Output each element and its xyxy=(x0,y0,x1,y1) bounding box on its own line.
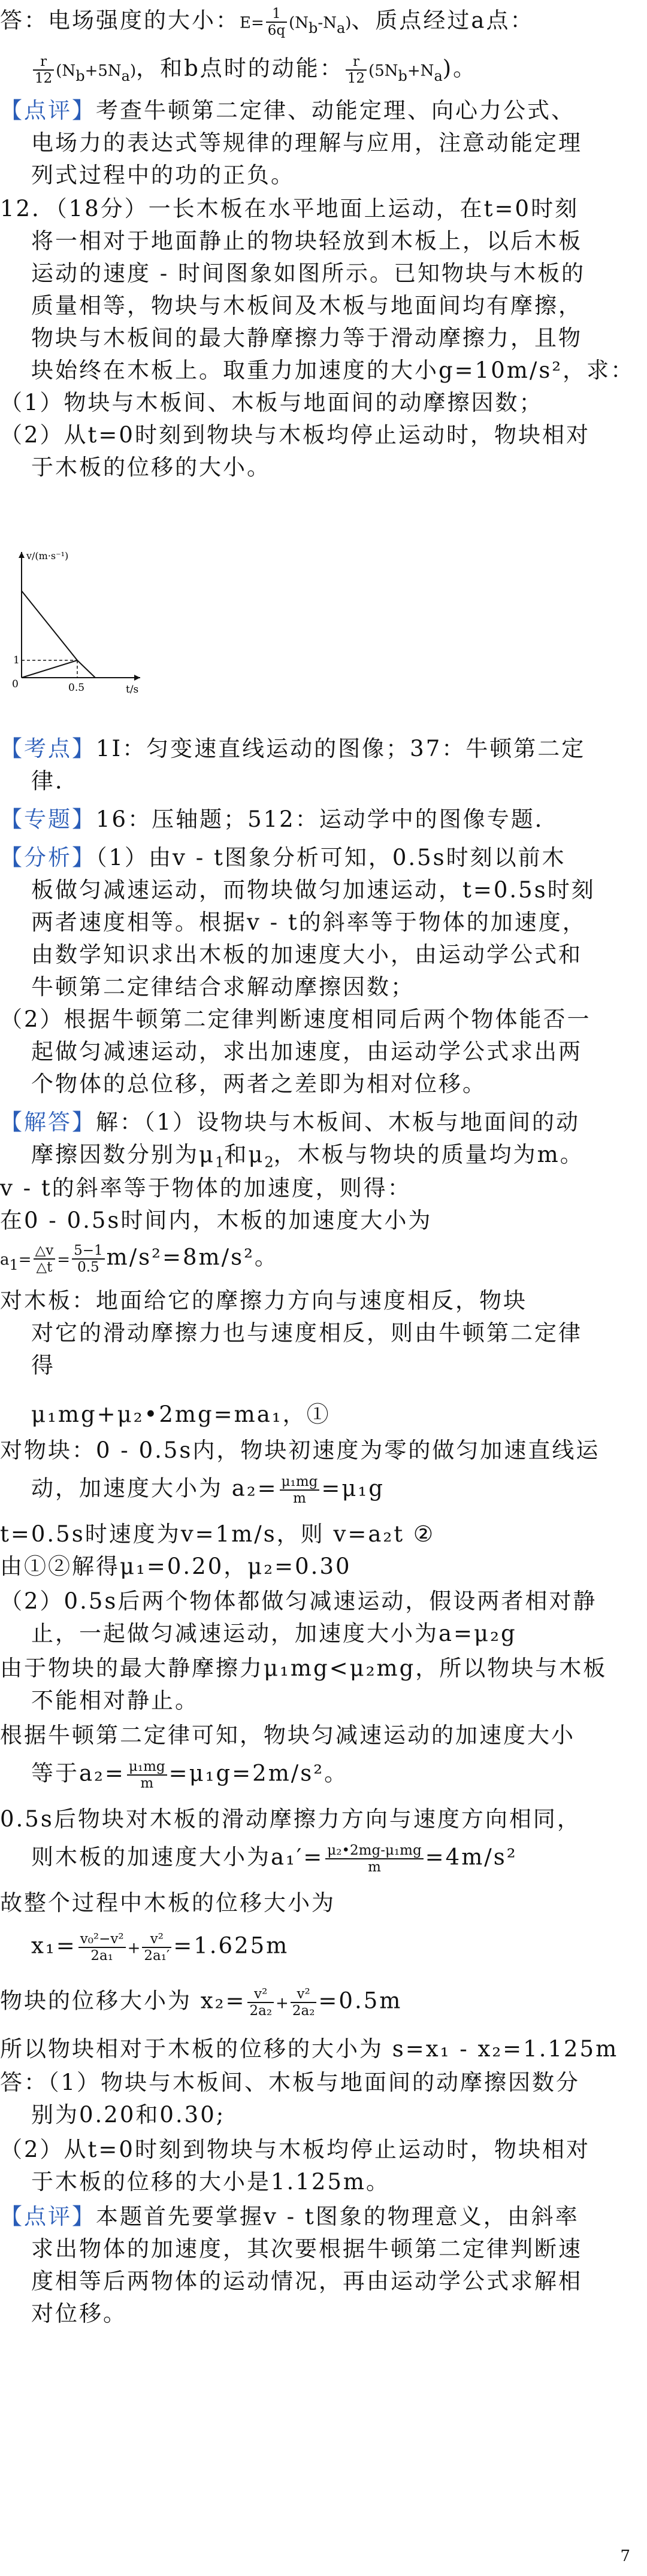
solution-equation-1: μ₁mg+μ₂•2mg=ma₁，① xyxy=(31,1401,331,1427)
page-number: 7 xyxy=(620,2547,630,2565)
analysis-line-6: （2）根据牛顿第二定律判断速度相同后两个物体能否一 xyxy=(0,1006,591,1032)
analysis-line-7: 起做匀减速运动，求出加速度，由运动学公式求出两 xyxy=(31,1039,582,1064)
solution-line-9: 对物块：0 - 0.5s内，物块初速度为零的做匀加速直线运 xyxy=(0,1437,600,1463)
solution-line-3: v - t的斜率等于物体的加速度，则得： xyxy=(0,1175,412,1201)
graph-y-label: v/(m·s⁻¹) xyxy=(26,550,69,562)
fraction-r-over-12: $\frac{r}{12}$ xyxy=(33,54,54,86)
key-point-line-2: 律． xyxy=(31,768,79,794)
review-line-3: 列式过程中的功的正负。 xyxy=(31,162,295,188)
key-point-tag: 【考点】 xyxy=(0,736,96,761)
solution-line-13: （2）0.5s后两个物体都做匀减速运动，假设两者相对静 xyxy=(0,1588,597,1614)
graph-block-line xyxy=(22,660,77,678)
review-tag: 【点评】 xyxy=(0,98,96,123)
problem-line-2: 将一相对于地面静止的物块轻放到木板上，以后木板 xyxy=(31,228,582,254)
solution-line-21: 故整个过程中木板的位移大小为 xyxy=(0,1890,335,1916)
fraction-x1-part1: $\frac{\text{v₀²−v²}}{\text{2a₁}}$ xyxy=(78,1931,126,1964)
problem-line-5: 物块与木板间的最大静摩擦力等于滑动摩擦力，且物 xyxy=(31,325,582,351)
analysis-line-3: 两者速度相等。根据v - t的斜率等于物体的加速度， xyxy=(31,909,586,935)
fraction-mu1mg-over-m-b: $\frac{\text{μ₁mg}}{m}$ xyxy=(127,1759,167,1791)
problem-question-2a: （2）从t=0时刻到物块与木板均停止运动时，物块相对 xyxy=(0,422,590,448)
solution-line-6: 对木板：地面给它的摩擦力方向与速度相反，物块 xyxy=(0,1288,527,1313)
solution-line-19: 0.5s后物块对木板的滑动摩擦力方向与速度方向相同， xyxy=(0,1806,581,1832)
problem-line-3: 运动的速度 - 时间图象如图所示。已知物块与木板的 xyxy=(31,260,586,286)
solution-line-23: 物块的位移大小为 x₂= $\frac{\text{v²}}{\text{2a₂}}$ + $\frac{\text{v²}}{\text{2a₂}}$ =0.5m xyxy=(0,1986,403,2019)
solution-line-16: 不能相对静止。 xyxy=(31,1688,199,1713)
problem-line-6: 块始终在木板上。取重力加速度的大小g=10m/s²，求： xyxy=(31,357,635,383)
solution-line-10: 动，加速度大小为 a₂= $\frac{\text{μ₁mg}}{m}$ =μ₁g xyxy=(31,1474,385,1506)
solution-line-14: 止，一起做匀减速运动，加速度大小为a=μ₂g xyxy=(31,1621,517,1646)
solution-line-2: 摩擦因数分别为$\mu_1$和$\mu_2$，木板与物块的质量均为m。 xyxy=(31,1142,584,1171)
fraction-5-1-over-05: $\frac{5-1}{0.5}$ xyxy=(72,1243,105,1275)
solution-line-8: 得 xyxy=(31,1352,55,1378)
graph-x-arrow xyxy=(134,675,140,681)
topic-tag: 【专题】 xyxy=(0,806,96,832)
final-answer-line-4: 于木板的位移的大小是1.125m。 xyxy=(31,2169,391,2195)
solution-line-20: 则木板的加速度大小为a₁′= $\frac{\text{μ₂•2mg-μ₁mg}}{m}$ =4m/s² xyxy=(31,1843,518,1875)
graph-y-arrow xyxy=(19,552,25,558)
problem-line-4: 质量相等，物块与木板间及木板与地面间均有摩擦， xyxy=(31,293,582,318)
solution-line-12: 由①②解得μ₁=0.20，μ₂=0.30 xyxy=(0,1554,352,1579)
final-answer-line-1: 答：（1）物块与木板间、木板与地面间的动摩擦因数分 xyxy=(0,2070,581,2095)
solution-line-15: 由于物块的最大静摩擦力μ₁mg<μ₂mg，所以物块与木板 xyxy=(0,1655,607,1681)
final-answer-line-2: 别为0.20和0.30; xyxy=(31,2102,226,2128)
fraction-r-over-12-b: $\frac{r}{12}$ xyxy=(346,54,367,86)
solution-line-7: 对它的滑动摩擦力也与速度相反，则由牛顿第二定律 xyxy=(31,1320,582,1346)
fraction-x1-part2: $\frac{\text{v²}}{\text{2a₁′}}$ xyxy=(142,1931,171,1964)
analysis-tag: 【分析】 xyxy=(0,845,96,870)
final-answer-line-3: （2）从t=0时刻到物块与木板均停止运动时，物块相对 xyxy=(0,2137,590,2162)
key-point-line-1: 【考点】1I：匀变速直线运动的图像；37：牛顿第二定 xyxy=(0,736,586,761)
fraction-1-over-6q: $\frac{1}{6q}$ xyxy=(266,6,287,38)
graph-origin-label: 0 xyxy=(12,678,19,690)
solution-line-17: 根据牛顿第二定律可知，物块匀减速运动的加速度大小 xyxy=(0,1722,575,1748)
solution-tag: 【解答】 xyxy=(0,1109,96,1135)
review2-line-2: 求出物体的加速度，其次要根据牛顿第二定律判断速 xyxy=(31,2236,582,2262)
fraction-x2-part1: $\frac{\text{v²}}{\text{2a₂}}$ xyxy=(247,1986,274,2019)
review2-tag: 【点评】 xyxy=(0,2204,96,2229)
velocity-time-graph xyxy=(8,546,152,702)
problem-question-2b: 于木板的位移的大小。 xyxy=(31,454,271,480)
solution-line-11: t=0.5s时速度为v=1m/s，则 v=a₂t ② xyxy=(0,1521,436,1547)
problem-question-1: （1）物块与木板间、木板与地面间的动摩擦因数； xyxy=(0,390,543,415)
analysis-line-2: 板做匀减速运动，而物块做匀加速运动，t=0.5s时刻 xyxy=(31,877,595,903)
analysis-line-1: 【分析】（1）由v - t图象分析可知，0.5s时刻以前木 xyxy=(0,845,566,870)
solution-line-24: 所以物块相对于木板的位移的大小为 s=x₁ - x₂=1.125m xyxy=(0,2036,619,2062)
solution-line-1: 【解答】解：（1）设物块与木板间、木板与地面间的动 xyxy=(0,1109,581,1135)
answer-line-2: $\frac{r}{12}$ $(N_b+5N_a)$，和b点时的动能： $\frac{r}{12}$ $(5N_b+N_a)$。 xyxy=(0,54,647,90)
review2-line-3: 度相等后两物体的运动情况，再由运动学公式求解相 xyxy=(31,2268,582,2294)
analysis-line-5: 牛顿第二定律结合求解动摩擦因数； xyxy=(31,974,415,1000)
solution-line-22: x₁= $\frac{\text{v₀²−v²}}{\text{2a₁}}$ + $\frac{\text{v²}}{\text{2a₁′}}$ =1.625m xyxy=(31,1931,289,1964)
graph-decel-line xyxy=(77,660,95,678)
review-line-1: 【点评】考查牛顿第二定律、动能定理、向心力公式、 xyxy=(0,98,575,123)
fraction-mu1mg-over-m: $\frac{\text{μ₁mg}}{m}$ xyxy=(280,1474,320,1506)
review2-line-4: 对位移。 xyxy=(31,2301,127,2326)
answer-line-1: 答：电场强度的大小：E= $\frac{1}{6q}$ $(N_b-N_a)$、质点经过a点： xyxy=(0,6,534,38)
graph-y-tick-label: 1 xyxy=(13,654,20,666)
analysis-line-8: 个物体的总位移，两者之差即为相对位移。 xyxy=(31,1071,486,1097)
fraction-dv-dt: $\frac{\triangle v}{\triangle t}$ xyxy=(34,1243,56,1275)
review2-line-1: 【点评】本题首先要掌握v - t图象的物理意义，由斜率 xyxy=(0,2204,579,2229)
graph-board-line xyxy=(22,591,77,660)
topic-line: 【专题】16：压轴题；512：运动学中的图像专题． xyxy=(0,806,559,832)
review-line-2: 电场力的表达式等规律的理解与应用，注意动能定理 xyxy=(31,130,582,156)
graph-x-tick-label: 0.5 xyxy=(68,682,85,694)
analysis-line-4: 由数学知识求出木板的加速度大小，由运动学公式和 xyxy=(31,942,582,967)
fraction-x2-part2: $\frac{\text{v²}}{\text{2a₂}}$ xyxy=(291,1986,317,2019)
solution-line-4: 在0 - 0.5s时间内，木板的加速度大小为 xyxy=(0,1207,433,1233)
problem-line-1: 12．（18分）一长木板在水平地面上运动，在t=0时刻 xyxy=(0,196,579,222)
graph-x-label: t/s xyxy=(126,684,139,696)
solution-line-18: 等于a₂= $\frac{\text{μ₁mg}}{m}$ =μ₁g=2m/s²。 xyxy=(31,1759,349,1791)
solution-line-5: $a_1=$ $\frac{\triangle v}{\triangle t}$ = $\frac{5-1}{0.5}$ m/s²=8m/s²。 xyxy=(0,1243,279,1275)
fraction-board-accel: $\frac{\text{μ₂•2mg-μ₁mg}}{m}$ xyxy=(325,1843,423,1875)
